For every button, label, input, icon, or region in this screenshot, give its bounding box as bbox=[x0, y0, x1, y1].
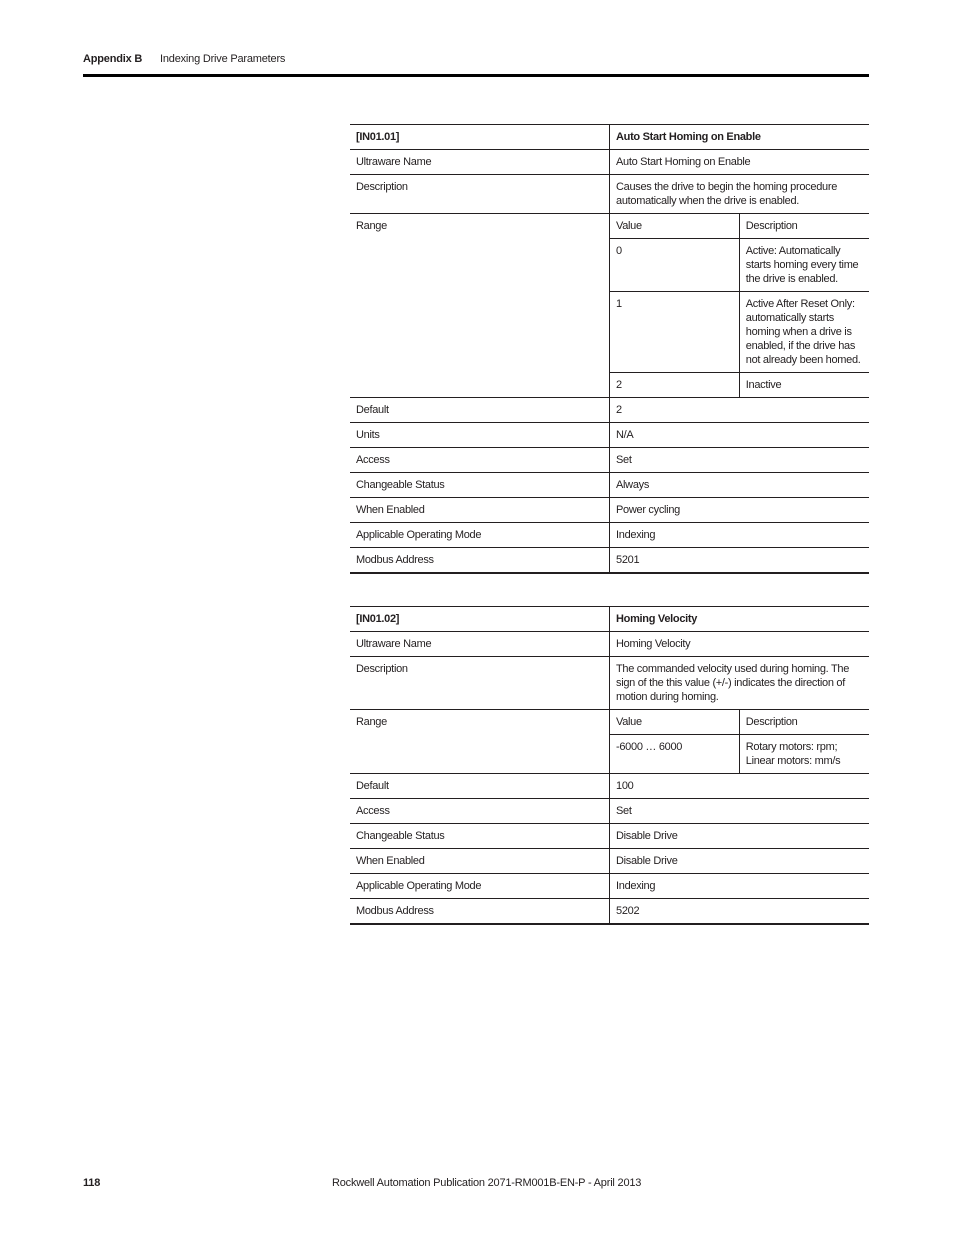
row-label: When Enabled bbox=[350, 849, 610, 874]
table-row bbox=[350, 150, 869, 175]
range-description: Inactive bbox=[739, 373, 869, 398]
row-label: Ultraware Name bbox=[350, 632, 610, 657]
row-label: Default bbox=[350, 774, 610, 799]
parameter-id: [IN01.02] bbox=[350, 607, 610, 632]
parameter-table-in01-01 bbox=[350, 124, 869, 574]
table-header-row bbox=[350, 125, 869, 150]
appendix-label: Appendix B bbox=[83, 53, 143, 65]
row-value: 5201 bbox=[610, 548, 870, 574]
publication-info: Rockwell Automation Publication 2071-RM001B-EN-P - April 2013 bbox=[332, 1177, 642, 1189]
row-label: Changeable Status bbox=[350, 824, 610, 849]
row-value: Homing Velocity bbox=[610, 632, 870, 657]
table-row bbox=[350, 632, 869, 657]
row-value: 100 bbox=[610, 774, 870, 799]
range-header-row bbox=[350, 710, 869, 735]
row-label: Access bbox=[350, 799, 610, 824]
table-row bbox=[350, 824, 869, 849]
row-value: Power cycling bbox=[610, 498, 870, 523]
range-description: Active: Automatically starts homing every time the drive is enabled. bbox=[739, 239, 869, 292]
row-value: Auto Start Homing on Enable bbox=[610, 150, 870, 175]
row-value: Set bbox=[610, 448, 870, 473]
row-label: Units bbox=[350, 423, 610, 448]
row-value: Indexing bbox=[610, 874, 870, 899]
row-value: 2 bbox=[610, 398, 870, 423]
row-label: Changeable Status bbox=[350, 473, 610, 498]
page-number: 118 bbox=[83, 1177, 101, 1189]
table-row bbox=[350, 423, 869, 448]
range-description: Rotary motors: rpm; Linear motors: mm/s bbox=[739, 735, 869, 774]
row-label: Range bbox=[350, 710, 610, 774]
table-row bbox=[350, 548, 869, 574]
row-label: Access bbox=[350, 448, 610, 473]
row-label: Description bbox=[350, 175, 610, 214]
table-row bbox=[350, 799, 869, 824]
range-description-header: Description bbox=[739, 214, 869, 239]
row-value: 5202 bbox=[610, 899, 870, 925]
table-row bbox=[350, 849, 869, 874]
parameter-table-in01-02 bbox=[350, 606, 869, 925]
row-value: Causes the drive to begin the homing procedure automatically when the drive is enabled. bbox=[610, 175, 870, 214]
row-label: When Enabled bbox=[350, 498, 610, 523]
range-value: 2 bbox=[610, 373, 740, 398]
range-value: 1 bbox=[610, 292, 740, 373]
table-row bbox=[350, 175, 869, 214]
parameter-name: Auto Start Homing on Enable bbox=[610, 125, 870, 150]
row-value: N/A bbox=[610, 423, 870, 448]
row-value: Disable Drive bbox=[610, 824, 870, 849]
row-label: Default bbox=[350, 398, 610, 423]
row-label: Ultraware Name bbox=[350, 150, 610, 175]
range-value-header: Value bbox=[610, 214, 740, 239]
row-value: Set bbox=[610, 799, 870, 824]
range-value: 0 bbox=[610, 239, 740, 292]
section-title: Indexing Drive Parameters bbox=[160, 53, 286, 65]
range-header-row bbox=[350, 214, 869, 239]
table-header-row bbox=[350, 607, 869, 632]
table-row bbox=[350, 899, 869, 925]
row-label: Description bbox=[350, 657, 610, 710]
range-value: -6000 … 6000 bbox=[610, 735, 740, 774]
row-value: Indexing bbox=[610, 523, 870, 548]
table-row bbox=[350, 774, 869, 799]
parameter-name: Homing Velocity bbox=[610, 607, 870, 632]
page-header bbox=[83, 53, 869, 75]
table-row bbox=[350, 657, 869, 710]
table-row bbox=[350, 398, 869, 423]
table-row bbox=[350, 473, 869, 498]
table-row bbox=[350, 498, 869, 523]
range-description: Active After Reset Only: automatically starts homing when a drive is enabled, if the drive has not already been homed. bbox=[739, 292, 869, 373]
row-label: Applicable Operating Mode bbox=[350, 874, 610, 899]
range-value-header: Value bbox=[610, 710, 740, 735]
row-value: Disable Drive bbox=[610, 849, 870, 874]
table-row bbox=[350, 448, 869, 473]
header-rule bbox=[83, 74, 869, 77]
row-label: Modbus Address bbox=[350, 899, 610, 925]
row-label: Range bbox=[350, 214, 610, 398]
table-row bbox=[350, 874, 869, 899]
row-label: Applicable Operating Mode bbox=[350, 523, 610, 548]
row-label: Modbus Address bbox=[350, 548, 610, 574]
table-row bbox=[350, 523, 869, 548]
row-value: The commanded velocity used during homing. The sign of the this value (+/-) indicates the direction of motion during homing. bbox=[610, 657, 870, 710]
row-value: Always bbox=[610, 473, 870, 498]
range-description-header: Description bbox=[739, 710, 869, 735]
parameter-id: [IN01.01] bbox=[350, 125, 610, 150]
